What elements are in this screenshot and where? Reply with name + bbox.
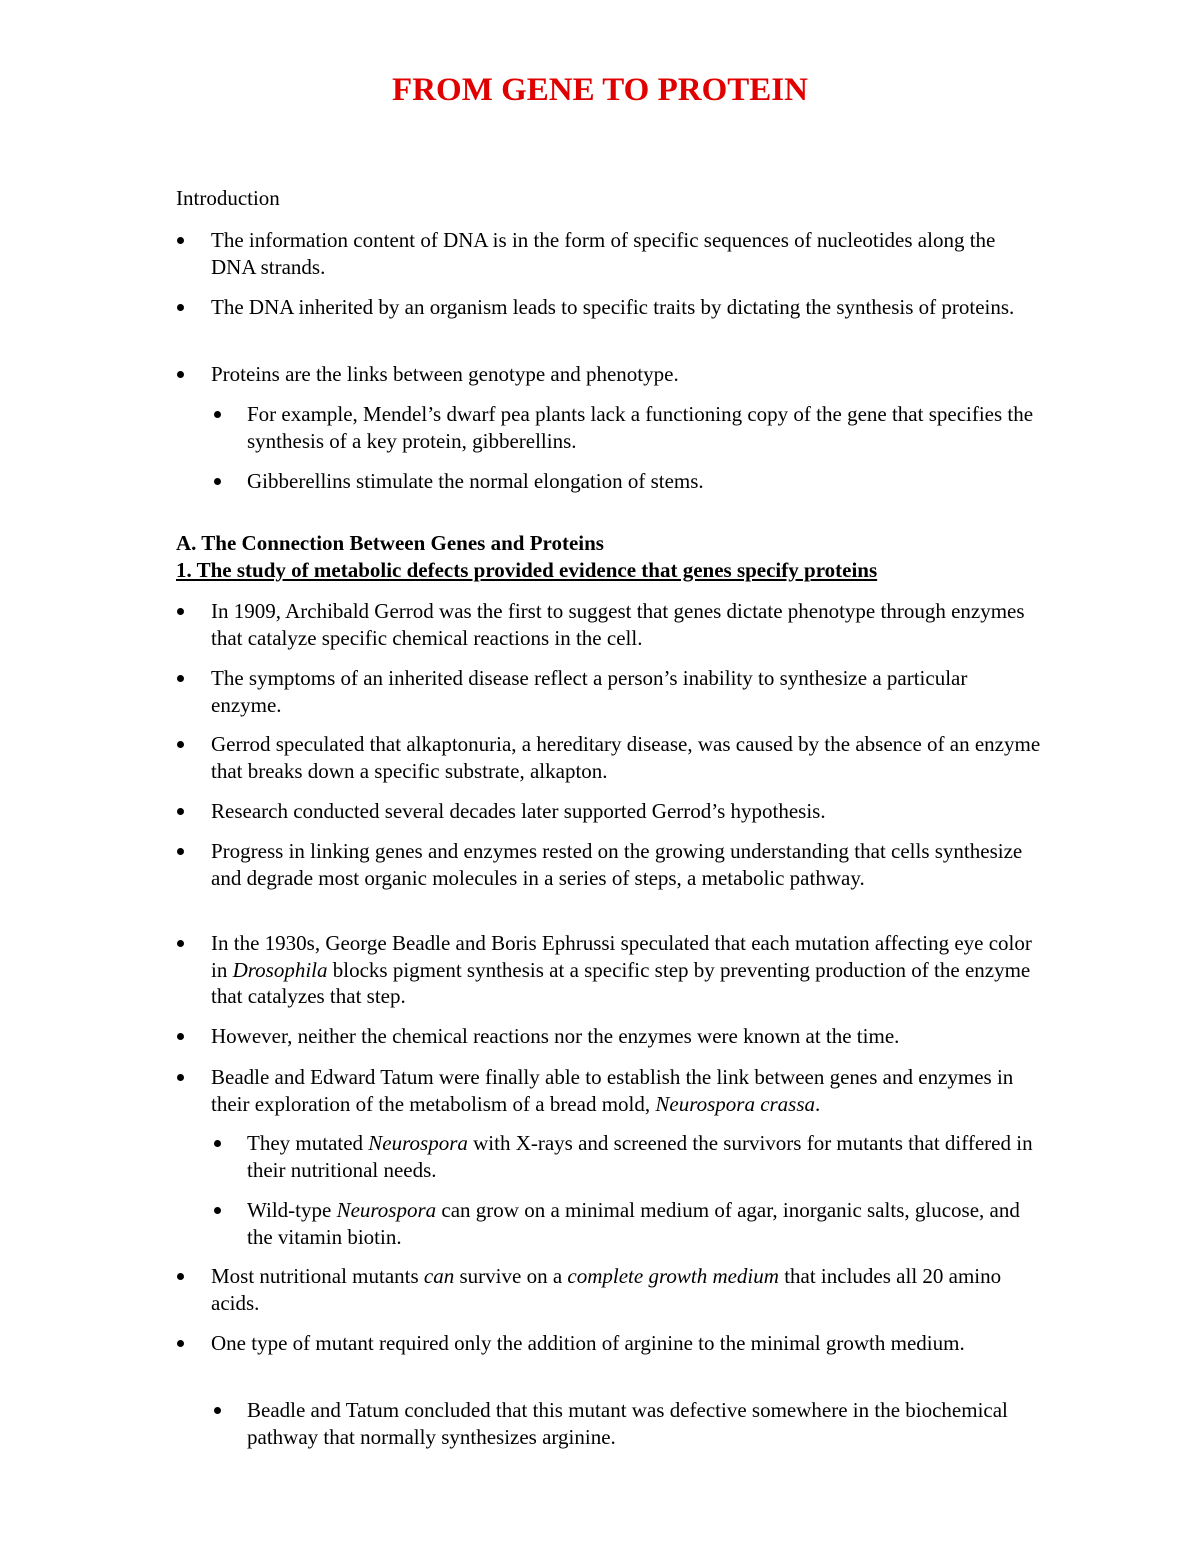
- intro-bullet-2: [211, 294, 1041, 321]
- document-title: FROM GENE TO PROTEIN: [392, 72, 808, 108]
- intro-bullet-3: [211, 361, 1041, 388]
- section-a-bullet-9-text-before: Most nutritional mutants: [211, 1264, 424, 1288]
- section-a-bullet-8-text-after: .: [815, 1091, 821, 1116]
- section-a-bullet-10: [211, 1330, 1041, 1357]
- bullet-icon: [177, 237, 184, 244]
- section-a-sub-bullet-1-italic: Neurospora: [368, 1131, 468, 1155]
- section-a-bullet-1-text: In 1909, Archibald Gerrod was the first to suggest that genes dictate phenotype through enzymes that catalyze specific chemical reactions in the cell.: [211, 599, 1025, 650]
- section-a-bullet-5: [211, 838, 1041, 891]
- section-a-bullet-9-text-after: that includes all 20 amino acids.: [211, 1264, 1002, 1315]
- section-a-bullet-6-text-before: In the 1930s, George Beadle and Boris Ephrussi speculated that each mutation affecting eye color in: [211, 931, 1032, 982]
- section-a-bullet-4-text: Research conducted several decades later supported Gerrod’s hypothesis.: [211, 799, 826, 823]
- section-a-bullet-6: [211, 930, 1041, 1010]
- intro-bullet-2-text: The DNA inherited by an organism leads to specific traits by dictating the synthesis of proteins.: [211, 295, 1015, 319]
- section-a-bullet-9-text-middle: survive on a: [454, 1264, 568, 1288]
- bullet-icon: [177, 675, 184, 682]
- bullet-icon: [177, 1273, 184, 1280]
- section-a-bullet-9-italic: can: [423, 1264, 455, 1288]
- subsection-1-heading: 1. The study of metabolic defects provided evidence that genes specify proteins: [176, 558, 878, 582]
- section-a-bullet-10-text: One type of mutant required only the addition of arginine to the minimal growth medium.: [211, 1331, 965, 1355]
- introduction-label: Introduction: [176, 186, 280, 210]
- section-a-sub-bullet-3-text: Beadle and Tatum concluded that this mutant was defective somewhere in the biochemical pathway that normally synthesizes arginine.: [247, 1398, 1008, 1449]
- bullet-icon: [214, 1207, 221, 1214]
- section-a-bullet-5-text: Progress in linking genes and enzymes rested on the growing understanding that cells synthesize and degrade most organic molecules in a series of steps, a metabolic pathway.: [211, 839, 1023, 890]
- section-a-bullet-8-text-before: Beadle and Edward Tatum were finally able to establish the link between genes and enzymes in their exploration of the metabolism of a bread mold,: [211, 1065, 1014, 1116]
- section-a-bullet-9-italic-2: complete growth medium: [567, 1264, 779, 1288]
- intro-sub-bullet-2: [247, 468, 1042, 495]
- section-a-bullet-7: [211, 1023, 1041, 1050]
- section-a-bullet-7-text: However, neither the chemical reactions nor the enzymes were known at the time.: [211, 1024, 900, 1048]
- section-a-bullet-6-italic: Drosophila: [232, 957, 328, 982]
- section-a-bullet-1: [211, 598, 1041, 651]
- section-a-sub-bullet-2: [247, 1197, 1042, 1250]
- intro-sub-bullet-1: [247, 401, 1042, 454]
- section-a-bullet-4: [211, 798, 1041, 825]
- bullet-icon: [177, 1074, 184, 1081]
- intro-sub-bullet-1-text: For example, Mendel’s dwarf pea plants lack a functioning copy of the gene that specifies the synthesis of a key protein, gibberellins.: [247, 402, 1034, 453]
- bullet-icon: [177, 371, 184, 378]
- section-a-sub-bullet-1-text-before: They mutated: [247, 1131, 369, 1155]
- section-a-sub-bullet-1: [247, 1130, 1042, 1183]
- section-a-sub-bullet-2-italic: Neurospora: [336, 1198, 437, 1222]
- bullet-icon: [214, 1140, 221, 1147]
- section-a-sub-bullet-2-text-after: can grow on a minimal medium of agar, inorganic salts, glucose, and the vitamin biotin.: [247, 1198, 1020, 1249]
- section-a-heading: A. The Connection Between Genes and Proteins: [176, 531, 604, 555]
- section-a-sub-bullet-3: [247, 1397, 1042, 1450]
- bullet-icon: [177, 304, 184, 311]
- bullet-icon: [177, 1340, 184, 1347]
- section-a-bullet-2-text: The symptoms of an inherited disease reflect a person’s inability to synthesize a particular enzyme.: [211, 666, 968, 717]
- bullet-icon: [177, 808, 184, 815]
- bullet-icon: [177, 848, 184, 855]
- section-a-bullet-3: [211, 731, 1041, 784]
- bullet-icon: [177, 608, 184, 615]
- bullet-icon: [214, 1407, 221, 1414]
- intro-bullet-3-text: Proteins are the links between genotype and phenotype.: [211, 362, 679, 386]
- section-a-bullet-6-text-after: blocks pigment synthesis at a specific step by preventing production of the enzyme that catalyzes that step.: [211, 957, 1031, 1008]
- section-a-bullet-8: [211, 1064, 1041, 1117]
- intro-sub-bullet-2-text: Gibberellins stimulate the normal elongation of stems.: [247, 469, 704, 493]
- section-a-bullet-9: [211, 1263, 1041, 1316]
- section-a-sub-bullet-2-text-before: Wild-type: [247, 1198, 337, 1222]
- bullet-icon: [214, 478, 221, 485]
- bullet-icon: [177, 741, 184, 748]
- intro-bullet-1: [211, 227, 1041, 280]
- intro-bullet-1-text: The information content of DNA is in the form of specific sequences of nucleotides along the DNA strands.: [211, 228, 996, 279]
- bullet-icon: [177, 1033, 184, 1040]
- bullet-icon: [214, 411, 221, 418]
- section-a-bullet-2: [211, 665, 1041, 718]
- bullet-icon: [177, 940, 184, 947]
- section-a-bullet-3-text: Gerrod speculated that alkaptonuria, a hereditary disease, was caused by the absence of an enzyme that breaks down a specific substrate, alkapton.: [211, 732, 1041, 783]
- section-a-bullet-8-italic: Neurospora crassa: [655, 1091, 816, 1116]
- section-a-sub-bullet-1-text-after: with X-rays and screened the survivors for mutants that differed in their nutritional needs.: [247, 1131, 1033, 1182]
